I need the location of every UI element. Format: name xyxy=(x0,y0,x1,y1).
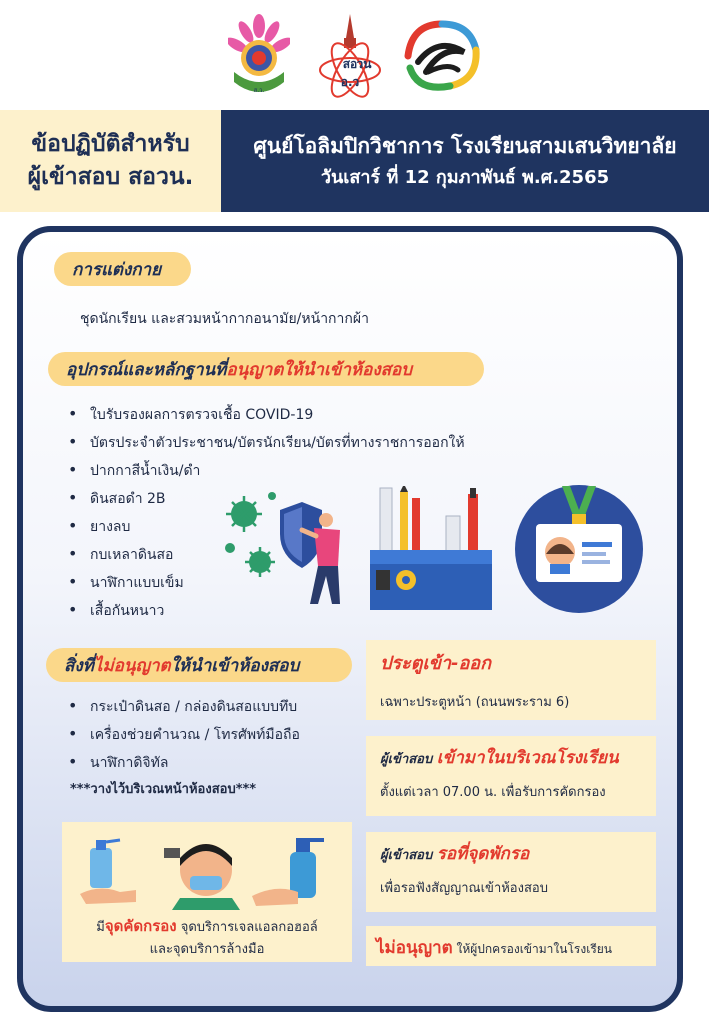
school-logo xyxy=(228,12,290,100)
list-item: • บัตรประจำตัวประชาชน/บัตรนักเรียน/บัตรที่ทางราชการออกให้ xyxy=(68,432,465,451)
list-item: • กระเป๋าดินสอ / กล่องดินสอแบบทึบ xyxy=(68,696,298,715)
not-allowed-list xyxy=(68,692,300,776)
list-item: • นาฬิกาดิจิทัล xyxy=(68,752,169,771)
header-left-line1: ข้อปฏิบัติสำหรับ xyxy=(31,131,190,157)
id-card-illustration xyxy=(514,484,644,614)
not-allowed-title-part1: สิ่งที่ xyxy=(64,655,94,676)
list-item: • ยางลบ xyxy=(68,516,131,535)
gate-box xyxy=(366,640,656,720)
posn-logo-text-2: วน xyxy=(356,57,372,71)
allowed-title-part2: อนุญาตให้นำเข้าห้องสอบ xyxy=(226,359,413,380)
dress-heading xyxy=(54,252,191,286)
screening-line1: มีจุดคัดกรอง จุดบริการเจลแอลกอฮอล์ xyxy=(96,917,318,935)
gate-title: ประตูเข้า-ออก xyxy=(380,653,492,674)
allowed-title-part1: อุปกรณ์และหลักฐานที่ xyxy=(66,359,227,380)
school-logo-text: ส.ว. xyxy=(253,87,265,94)
screening-box xyxy=(62,822,352,962)
list-item: • เสื้อกันหนาว xyxy=(68,600,165,619)
exam-date: วันเสาร์ ที่ 12 กุมภาพันธ์ พ.ศ.2565 xyxy=(320,167,610,188)
not-allowed-title-part2: ไม่อนุญาต xyxy=(93,655,171,676)
sanitizer-illustration xyxy=(76,830,338,910)
list-item: • กบเหลาดินสอ xyxy=(68,544,174,563)
not-allowed-title-part3: ให้นำเข้าห้องสอบ xyxy=(170,655,300,676)
parents-line: ไม่อนุญาต ให้ผู้ปกครองเข้ามาในโรงเรียน xyxy=(376,938,612,958)
storage-note: ***วางไว้บริเวณหน้าห้องสอบ*** xyxy=(70,782,257,797)
wait-text: เพื่อรอฟังสัญญาณเข้าห้องสอบ xyxy=(380,881,548,896)
enter-text: ตั้งแต่เวลา 07.00 น. เพื่อรับการคัดกรอง xyxy=(380,785,606,800)
list-item: • นาฬิกาแบบเข็ม xyxy=(68,572,184,591)
parents-box xyxy=(366,926,656,966)
page-title: ศูนย์โอลิมปิกวิชาการ โรงเรียนสามเสนวิทยาลัย xyxy=(253,134,677,158)
header-subtitle-box xyxy=(0,110,221,212)
list-item: • ปากกาสีน้ำเงิน/ดำ xyxy=(68,460,201,479)
list-item: • เครื่องช่วยคำนวณ / โทรศัพท์มือถือ xyxy=(68,724,300,743)
gate-text: เฉพาะประตูหน้า (ถนนพระราม 6) xyxy=(380,695,570,710)
list-item: • ใบรับรองผลการตรวจเชื้อ COVID-19 xyxy=(68,404,314,423)
dress-title: การแต่งกาย xyxy=(72,259,162,280)
dress-text: ชุดนักเรียน และสวมหน้ากากอนามัย/หน้ากากผ้า xyxy=(80,311,369,327)
header-title-box xyxy=(221,110,709,212)
wait-box xyxy=(366,832,656,912)
posn-logo-text: สอ xyxy=(342,57,358,71)
header-left-line2: ผู้เข้าสอบ สอวน. xyxy=(27,164,194,190)
enter-heading: ผู้เข้าสอบ เข้ามาในบริเวณโรงเรียน xyxy=(380,748,619,768)
screening-line2: และจุดบริการล้างมือ xyxy=(149,942,265,957)
list-item: • ดินสอดำ 2B xyxy=(68,488,166,507)
posn-logo-text-3: อ.ว xyxy=(340,75,360,89)
wait-heading: ผู้เข้าสอบ รอที่จุดพักรอ xyxy=(380,844,530,864)
olympic-logo xyxy=(398,16,484,96)
allowed-heading xyxy=(48,352,484,386)
virus-shield-illustration xyxy=(222,486,350,608)
posn-logo xyxy=(318,12,382,100)
enter-box xyxy=(366,736,656,816)
stationery-illustration xyxy=(366,486,496,610)
not-allowed-heading xyxy=(46,648,352,682)
